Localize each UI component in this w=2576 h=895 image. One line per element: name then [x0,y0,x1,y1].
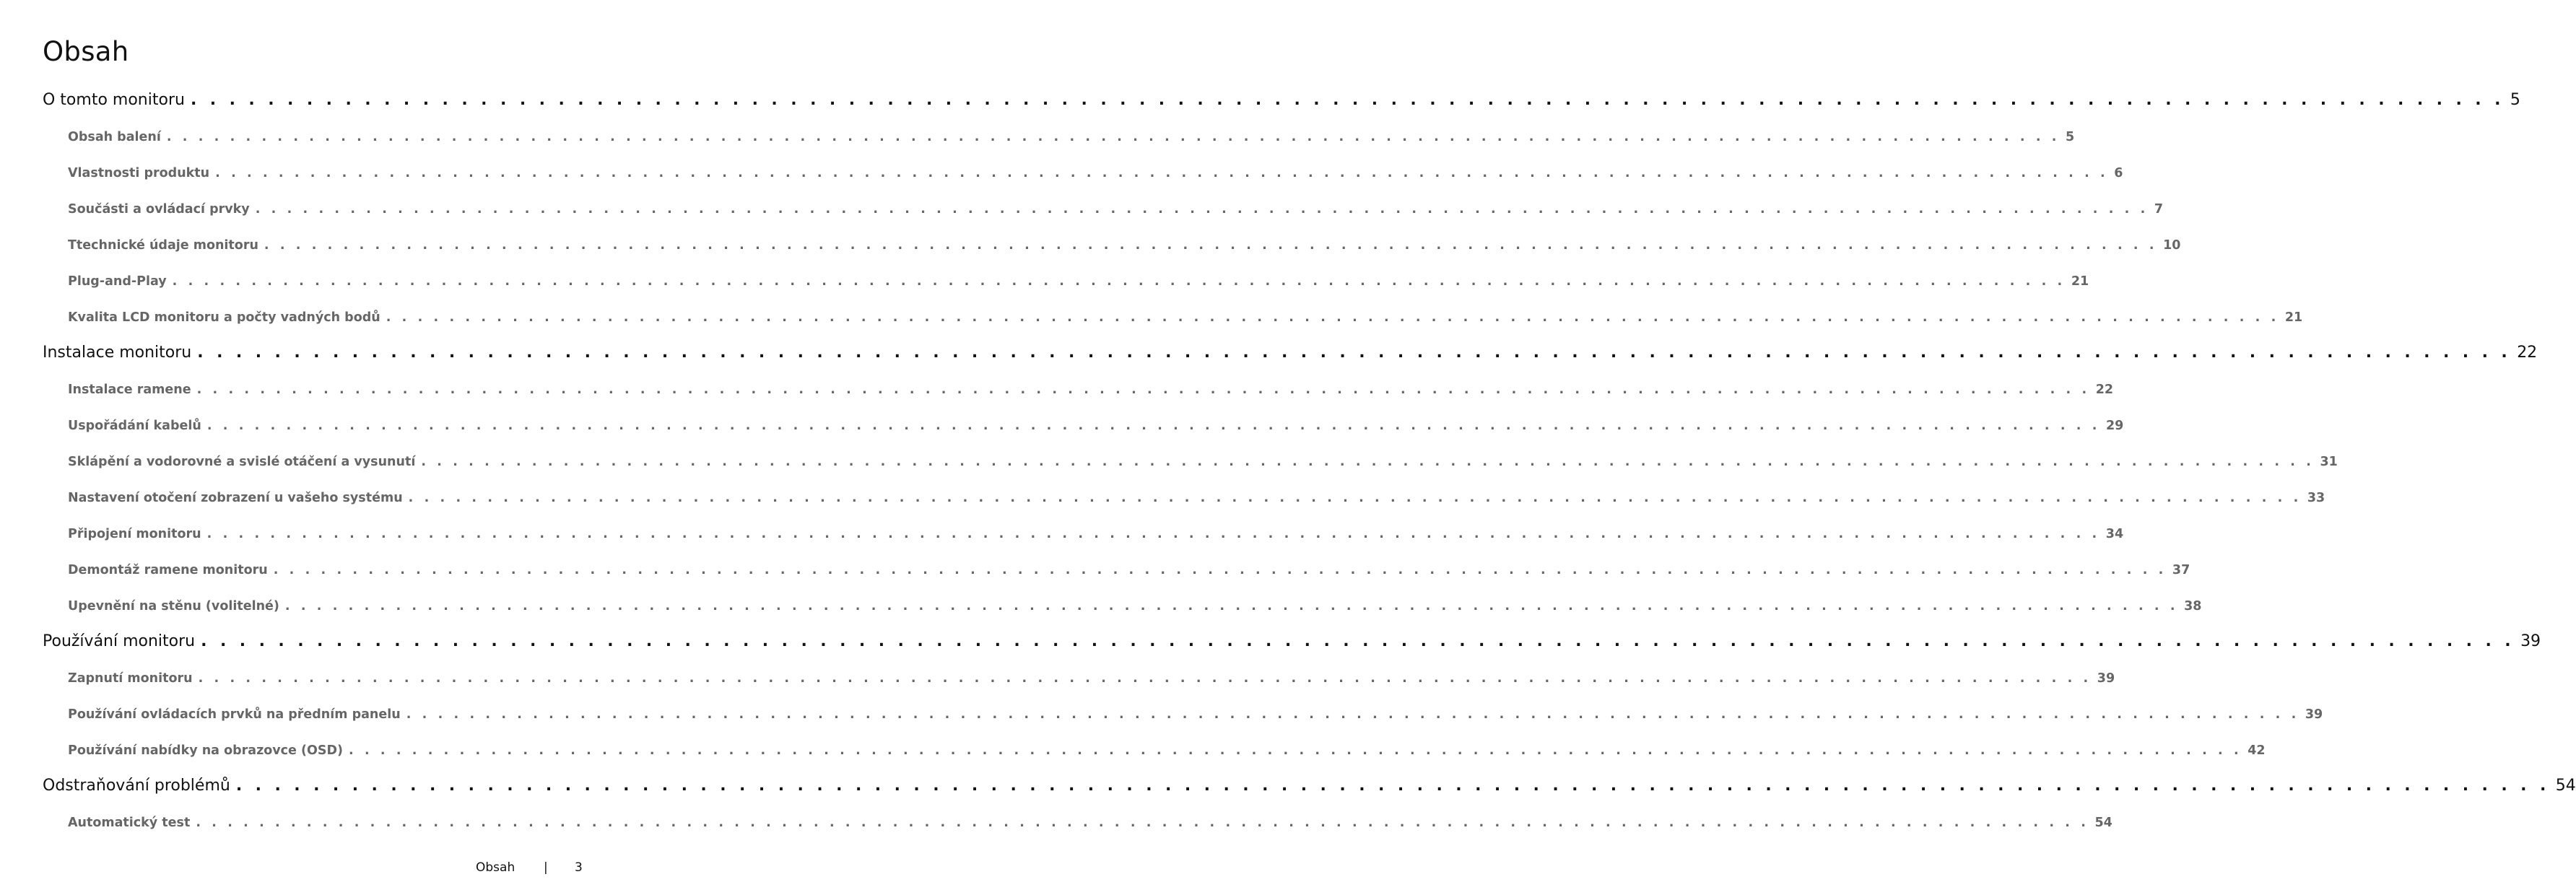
toc-entry-label: Připojení monitoru [68,527,201,541]
toc-entry-label: Zapnutí monitoru [68,671,193,686]
toc-entry-label: Plug-and-Play [68,274,167,289]
toc-entry-page-number: 38 [2184,599,2202,614]
toc-section-entry[interactable] [68,202,2164,217]
toc-entry-label: Kvalita LCD monitoru a počty vadných bodů [68,310,380,325]
toc-entry-page-number: 42 [2248,743,2266,758]
toc-leader-dots: . . . . . . . . . . . . . . . . . . . . . . . . . . . . . . . . . . . . . . . . . . . . . . . . . . . . . . . . . . . . . . . . . . . . . . . . . . . . . . . . . . . . . . . . . . . . . . . . . . . . . . . . . . . . . . . . . . . . . . . . [273,563,2167,577]
toc-section-entry[interactable] [68,166,2123,180]
toc-chapter-entry[interactable] [43,344,2538,362]
toc-leader-dots: . . . . . . . . . . . . . . . . . . . . . . . . . . . . . . . . . . . . . . . . . . . . . . . . . . . . . . . . . . . . . . . . . . . . . . . . . . . . . . . . . . . . . . . . . . . . . . . . . . . . . . . . . . . . . . . . . . . . . . . . [201,632,2515,650]
toc-section-entry[interactable] [68,563,2190,577]
toc-entry-page-number: 54 [2094,816,2112,830]
toc-entry-label: Nastavení otočení zobrazení u vašeho systému [68,491,403,505]
toc-entry-label: Používání ovládacích prvků na předním panelu [68,707,401,722]
toc-entry-page-number: 29 [2105,419,2124,433]
toc-entry-page-number: 5 [2066,130,2075,144]
toc-entry-page-number: 31 [2320,455,2338,469]
toc-entry-page-number: 37 [2172,563,2190,577]
toc-chapter-entry[interactable] [43,777,2576,795]
toc-leader-dots: . . . . . . . . . . . . . . . . . . . . . . . . . . . . . . . . . . . . . . . . . . . . . . . . . . . . . . . . . . . . . . . . . . . . . . . . . . . . . . . . . . . . . . . . . . . . . . . . . . . . . . . . . . . . . . . . . . . . . . . . [197,344,2512,362]
toc-entry-page-number: 5 [2510,91,2520,109]
toc-entry-page-number: 21 [2071,274,2089,289]
toc-entry-page-number: 10 [2163,238,2181,253]
toc-section-entry[interactable] [68,527,2124,541]
toc-leader-dots: . . . . . . . . . . . . . . . . . . . . . . . . . . . . . . . . . . . . . . . . . . . . . . . . . . . . . . . . . . . . . . . . . . . . . . . . . . . . . . . . . . . . . . . . . . . . . . . . . . . . . . . . . . . . . . . . . . . . . . . . [196,816,2089,830]
toc-entry-page-number: 54 [2555,777,2576,795]
toc-entry-page-number: 21 [2284,310,2303,325]
toc-section-entry[interactable] [68,274,2089,289]
toc-entry-label: Demontáž ramene monitoru [68,563,268,577]
toc-entry-page-number: 39 [2305,707,2323,722]
toc-leader-dots: . . . . . . . . . . . . . . . . . . . . . . . . . . . . . . . . . . . . . . . . . . . . . . . . . . . . . . . . . . . . . . . . . . . . . . . . . . . . . . . . . . . . . . . . . . . . . . . . . . . . . . . . . . . . . . . . . . . . . . . . [255,202,2149,217]
toc-entry-label: Vlastnosti produktu [68,166,210,180]
toc-section-entry[interactable] [68,707,2323,722]
toc-leader-dots: . . . . . . . . . . . . . . . . . . . . . . . . . . . . . . . . . . . . . . . . . . . . . . . . . . . . . . . . . . . . . . . . . . . . . . . . . . . . . . . . . . . . . . . . . . . . . . . . . . . . . . . . . . . . . . . . . . . . . . . . [264,238,2158,253]
toc-entry-page-number: 22 [2517,344,2538,362]
toc-section-entry[interactable] [68,671,2115,686]
toc-section-entry[interactable] [68,310,2303,325]
toc-section-entry[interactable] [68,599,2202,614]
toc-section-entry[interactable] [68,419,2124,433]
footer-page-number: 3 [575,860,583,875]
toc-entry-label: Součásti a ovládací prvky [68,202,250,217]
toc-entry-label: Instalace ramene [68,383,191,397]
toc-chapter-entry[interactable] [43,632,2541,650]
toc-entry-label: Instalace monitoru [43,344,192,362]
toc-leader-dots: . . . . . . . . . . . . . . . . . . . . . . . . . . . . . . . . . . . . . . . . . . . . . . . . . . . . . . . . . . . . . . . . . . . . . . . . . . . . . . . . . . . . . . . . . . . . . . . . . . . . . . . . . . . . . . . . . . . . . . . . [198,671,2092,686]
toc-entry-label: Automatický test [68,816,191,830]
toc-entry-label: Obsah balení [68,130,161,144]
toc-section-entry[interactable] [68,238,2181,253]
toc-section-entry[interactable] [68,491,2325,505]
footer-section-label: Obsah [476,860,515,875]
toc-entry-label: Upevnění na stěnu (volitelné) [68,599,279,614]
toc-leader-dots: . . . . . . . . . . . . . . . . . . . . . . . . . . . . . . . . . . . . . . . . . . . . . . . . . . . . . . . . . . . . . . . . . . . . . . . . . . . . . . . . . . . . . . . . . . . . . . . . . . . . . . . . . . . . . . . . . . . . . . . . [215,166,2109,180]
toc-leader-dots: . . . . . . . . . . . . . . . . . . . . . . . . . . . . . . . . . . . . . . . . . . . . . . . . . . . . . . . . . . . . . . . . . . . . . . . . . . . . . . . . . . . . . . . . . . . . . . . . . . . . . . . . . . . . . . . . . . . . . . . . [206,527,2100,541]
toc-entry-page-number: 39 [2097,671,2115,686]
toc-leader-dots: . . . . . . . . . . . . . . . . . . . . . . . . . . . . . . . . . . . . . . . . . . . . . . . . . . . . . . . . . . . . . . . . . . . . . . . . . . . . . . . . . . . . . . . . . . . . . . . . . . . . . . . . . . . . . . . . . . . . . . . . [166,130,2061,144]
toc-entry-page-number: 6 [2114,166,2123,180]
toc-leader-dots: . . . . . . . . . . . . . . . . . . . . . . . . . . . . . . . . . . . . . . . . . . . . . . . . . . . . . . . . . . . . . . . . . . . . . . . . . . . . . . . . . . . . . . . . . . . . . . . . . . . . . . . . . . . . . . . . . . . . . . . . [196,383,2090,397]
toc-entry-label: Ttechnické údaje monitoru [68,238,258,253]
toc-section-entry[interactable] [68,743,2266,758]
toc-entry-label: O tomto monitoru [43,91,185,109]
footer-separator: | [544,860,548,875]
toc-leader-dots: . . . . . . . . . . . . . . . . . . . . . . . . . . . . . . . . . . . . . . . . . . . . . . . . . . . . . . . . . . . . . . . . . . . . . . . . . . . . . . . . . . . . . . . . . . . . . . . . . . . . . . . . . . . . . . . . . . . . . . . . [349,743,2242,758]
toc-leader-dots: . . . . . . . . . . . . . . . . . . . . . . . . . . . . . . . . . . . . . . . . . . . . . . . . . . . . . . . . . . . . . . . . . . . . . . . . . . . . . . . . . . . . . . . . . . . . . . . . . . . . . . . . . . . . . . . . . . . . . . . . [190,91,2505,109]
toc-entry-label: Odstraňování problémů [43,777,230,795]
toc-section-entry[interactable] [68,816,2112,830]
toc-leader-dots: . . . . . . . . . . . . . . . . . . . . . . . . . . . . . . . . . . . . . . . . . . . . . . . . . . . . . . . . . . . . . . . . . . . . . . . . . . . . . . . . . . . . . . . . . . . . . . . . . . . . . . . . . . . . . . . . . . . . . . . . [408,491,2302,505]
toc-leader-dots: . . . . . . . . . . . . . . . . . . . . . . . . . . . . . . . . . . . . . . . . . . . . . . . . . . . . . . . . . . . . . . . . . . . . . . . . . . . . . . . . . . . . . . . . . . . . . . . . . . . . . . . . . . . . . . . . . . . . . . . . [206,419,2100,433]
toc-entry-label: Uspořádání kabelů [68,419,201,433]
toc-entry-label: Sklápění a vodorovné a svislé otáčení a vysunutí [68,455,416,469]
toc-section-entry[interactable] [68,455,2338,469]
toc-entry-page-number: 22 [2095,383,2114,397]
toc-leader-dots: . . . . . . . . . . . . . . . . . . . . . . . . . . . . . . . . . . . . . . . . . . . . . . . . . . . . . . . . . . . . . . . . . . . . . . . . . . . . . . . . . . . . . . . . . . . . . . . . . . . . . . . . . . . . . . . . . . . . . . . . [421,455,2315,469]
page-title: Obsah [43,36,129,67]
toc-chapter-entry[interactable] [43,91,2520,109]
toc-leader-dots: . . . . . . . . . . . . . . . . . . . . . . . . . . . . . . . . . . . . . . . . . . . . . . . . . . . . . . . . . . . . . . . . . . . . . . . . . . . . . . . . . . . . . . . . . . . . . . . . . . . . . . . . . . . . . . . . . . . . . . . . [284,599,2179,614]
toc-entry-page-number: 34 [2105,527,2124,541]
toc-entry-label: Používání nabídky na obrazovce (OSD) [68,743,344,758]
toc-section-entry[interactable] [68,130,2075,144]
toc-leader-dots: . . . . . . . . . . . . . . . . . . . . . . . . . . . . . . . . . . . . . . . . . . . . . . . . . . . . . . . . . . . . . . . . . . . . . . . . . . . . . . . . . . . . . . . . . . . . . . . . . . . . . . . . . . . . . . . . . . . . . . . . [235,777,2550,795]
toc-entry-label: Používání monitoru [43,632,196,650]
toc-leader-dots: . . . . . . . . . . . . . . . . . . . . . . . . . . . . . . . . . . . . . . . . . . . . . . . . . . . . . . . . . . . . . . . . . . . . . . . . . . . . . . . . . . . . . . . . . . . . . . . . . . . . . . . . . . . . . . . . . . . . . . . . [172,274,2066,289]
toc-leader-dots: . . . . . . . . . . . . . . . . . . . . . . . . . . . . . . . . . . . . . . . . . . . . . . . . . . . . . . . . . . . . . . . . . . . . . . . . . . . . . . . . . . . . . . . . . . . . . . . . . . . . . . . . . . . . . . . . . . . . . . . . [386,310,2279,325]
toc-entry-page-number: 39 [2520,632,2541,650]
toc-section-entry[interactable] [68,383,2114,397]
toc-entry-page-number: 7 [2154,202,2164,217]
toc-entry-page-number: 33 [2307,491,2325,505]
toc-leader-dots: . . . . . . . . . . . . . . . . . . . . . . . . . . . . . . . . . . . . . . . . . . . . . . . . . . . . . . . . . . . . . . . . . . . . . . . . . . . . . . . . . . . . . . . . . . . . . . . . . . . . . . . . . . . . . . . . . . . . . . . . [406,707,2299,722]
